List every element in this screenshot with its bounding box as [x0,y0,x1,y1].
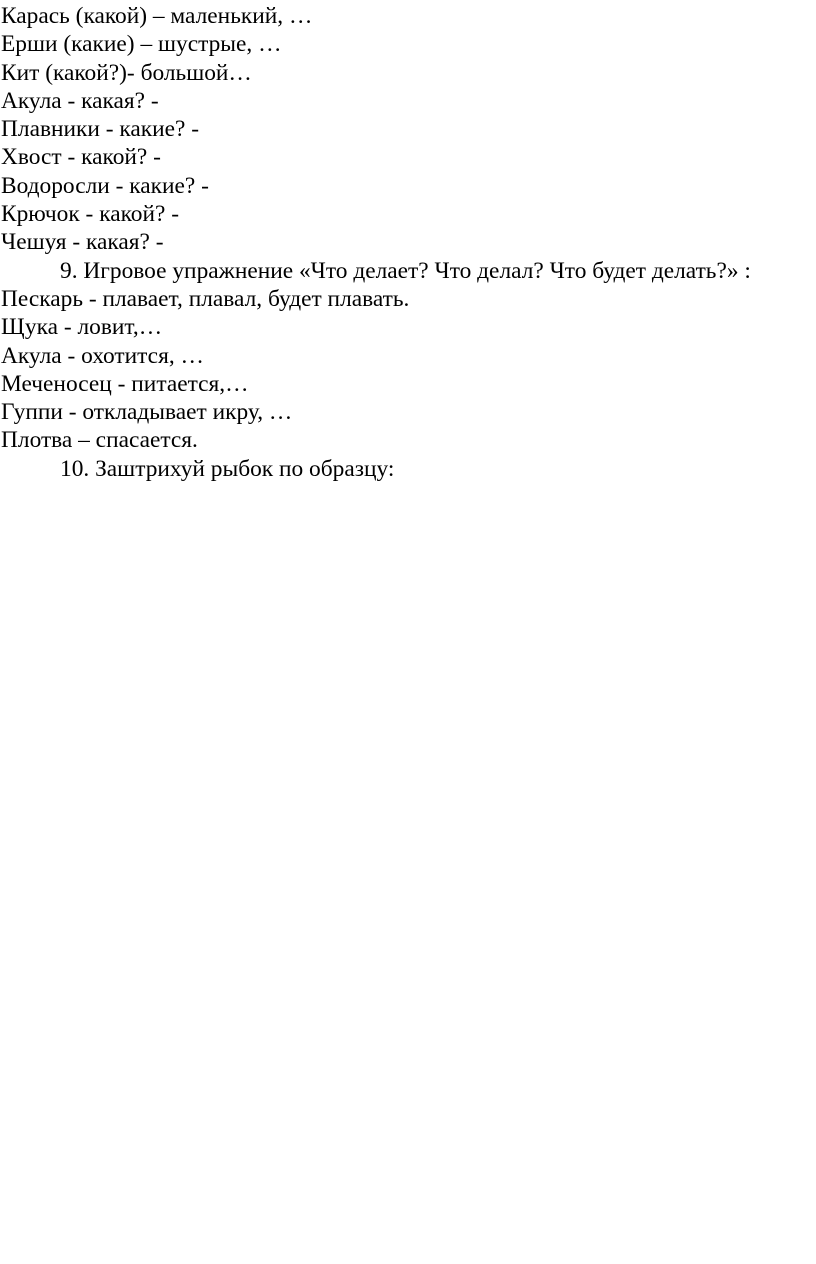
document-text [1,2,811,483]
verb-line: Плотва – спасается. [1,427,198,454]
verb-line: Меченосец - питается,… [1,370,249,397]
exercise-10-heading: 10. Заштрихуй рыбок по образцу: [60,455,395,482]
verb-line: Пескарь - плавает, плавал, будет плавать. [1,285,410,312]
verb-line: Акула - охотится, … [1,342,204,369]
adjective-line: Кит (какой?)- большой… [1,59,252,86]
exercise-9-heading: 9. Игровое упражнение «Что делает? Что делал? Что будет делать?» : [60,257,751,284]
adjective-line: Хвост - какой? - [1,144,161,171]
adjective-line: Карась (какой) – маленький, … [1,3,313,29]
adjective-line: Акула - какая? - [1,87,159,114]
adjective-line: Крючок - какой? - [1,201,179,228]
verb-line: Гуппи - откладывает икру, … [1,399,293,426]
adjective-line: Плавники - какие? - [1,116,200,143]
adjective-line: Водоросли - какие? - [1,172,209,199]
adjective-line: Ерши (какие) – шустрые, … [1,31,282,58]
adjective-line: Чешуя - какая? - [1,229,164,256]
verb-line: Щука - ловит,… [1,314,163,341]
